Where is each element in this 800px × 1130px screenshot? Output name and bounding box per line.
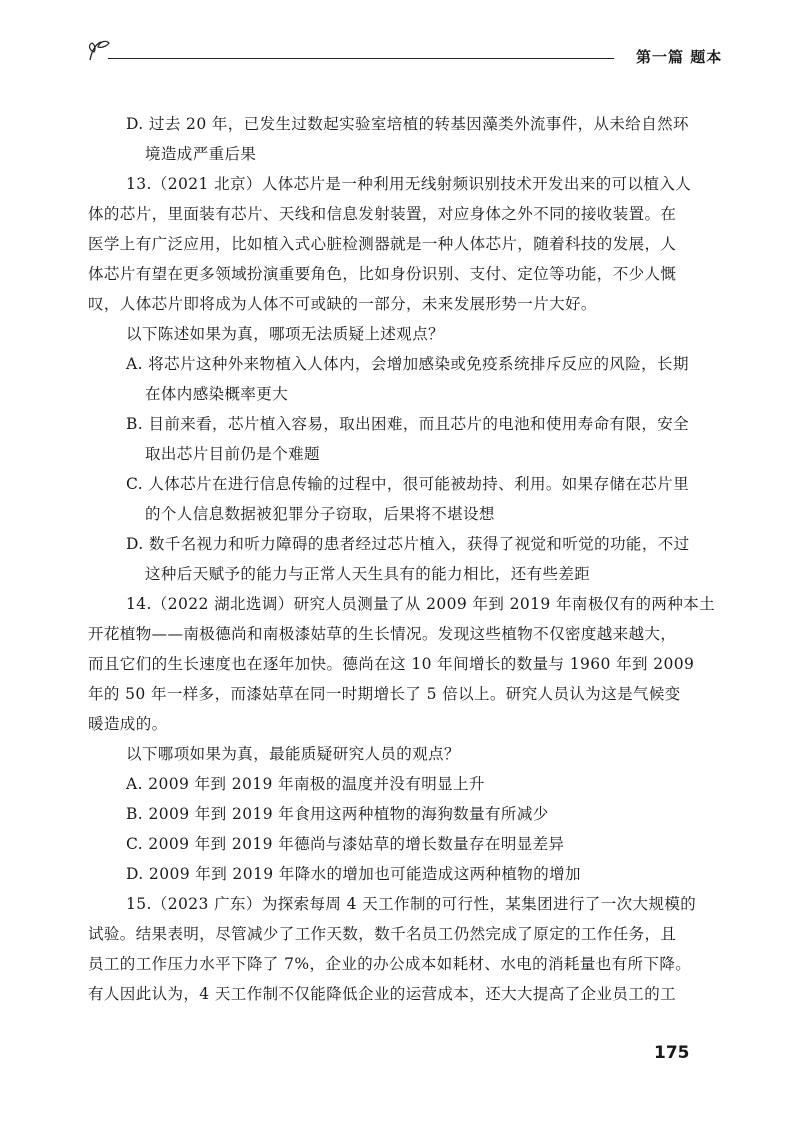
q13-option-d-line2: 这种后天赋予的能力与正常人天生具有的能力相比，还有些差距 xyxy=(145,565,591,583)
q13-stem-line: 体芯片有望在更多领域扮演重要角色，比如身份识别、支付、定位等功能，不少人慨 xyxy=(88,265,677,283)
q14-stem-line: 开花植物——南极德尚和南极漆姑草的生长情况。发现这些植物不仅密度越来越大， xyxy=(88,625,677,643)
q13-stem-line: 13.（2021 北京）人体芯片是一种利用无线射频识别技术开发出来的可以植入人 xyxy=(126,175,692,193)
q14-option-c: C. 2009 年到 2019 年德尚与漆姑草的增长数量存在明显差异 xyxy=(126,835,565,853)
q14-stem-line: 而且它们的生长速度也在逐年加快。德尚在这 10 年间增长的数量与 1960 年到 2009 xyxy=(88,655,695,673)
q14-stem-line: 年的 50 年一样多，而漆姑草在同一时期增长了 5 倍以上。研究人员认为这是气候变 xyxy=(88,685,681,703)
page-number: 175 xyxy=(654,1043,690,1063)
q12-option-d-line1: D. 过去 20 年，已发生过数起实验室培植的转基因藻类外流事件，从未给自然环 xyxy=(126,115,689,133)
q13-stem-line: 医学上有广泛应用，比如植入式心脏检测器就是一种人体芯片，随着科技的发展，人 xyxy=(88,235,677,253)
q14-option-a: A. 2009 年到 2019 年南极的温度并没有明显上升 xyxy=(126,775,485,793)
q15-stem-line: 员工的工作压力水平下降了 7%，企业的办公成本如耗材、水电的消耗量也有所下降。 xyxy=(88,955,692,973)
q13-option-a-line1: A. 将芯片这种外来物植入人体内，会增加感染或免疫系统排斥反应的风险，长期 xyxy=(126,355,689,373)
q15-stem-line: 15.（2023 广东）为探索每周 4 天工作制的可行性，某集团进行了一次大规模的 xyxy=(126,895,697,913)
running-header xyxy=(86,38,723,78)
q13-option-c-line1: C. 人体芯片在进行信息传输的过程中，很可能被劫持、利用。如果存储在芯片里 xyxy=(126,475,689,493)
q14-stem-line: 暖造成的。 xyxy=(88,715,168,733)
q13-option-d-line1: D. 数千名视力和听力障碍的患者经过芯片植入，获得了视觉和听觉的功能，不过 xyxy=(126,535,690,553)
q14-question: 以下哪项如果为真，最能质疑研究人员的观点？ xyxy=(126,745,460,763)
q13-option-b-line2: 取出芯片目前仍是个难题 xyxy=(145,445,320,463)
q13-stem-line: 体的芯片，里面装有芯片、天线和信息发射装置，对应身体之外不同的接收装置。在 xyxy=(88,205,677,223)
q14-option-d: D. 2009 年到 2019 年降水的增加也可能造成这两种植物的增加 xyxy=(126,865,581,883)
q13-stem-line: 叹，人体芯片即将成为人体不可或缺的一部分，未来发展形势一片大好。 xyxy=(88,295,597,313)
q13-question: 以下陈述如果为真，哪项无法质疑上述观点？ xyxy=(126,325,445,343)
header-rule xyxy=(108,58,614,59)
q14-option-b: B. 2009 年到 2019 年食用这两种植物的海狗数量有所减少 xyxy=(126,805,549,823)
q13-option-a-line2: 在体内感染概率更大 xyxy=(145,385,289,403)
q14-stem-line: 14.（2022 湖北选调）研究人员测量了从 2009 年到 2019 年南极仅有的两种本土 xyxy=(126,595,716,613)
q12-option-d-line2: 境造成严重后果 xyxy=(145,145,257,163)
q15-stem-line: 有人因此认为，4 天工作制不仅能降低企业的运营成本，还大大提高了企业员工的工 xyxy=(88,985,676,1003)
q13-option-b-line1: B. 目前来看，芯片植入容易，取出困难，而且芯片的电池和使用寿命有限，安全 xyxy=(126,415,690,433)
leaf-sprout-icon xyxy=(86,38,116,64)
q13-option-c-line2: 的个人信息数据被犯罪分子窃取，后果将不堪设想 xyxy=(145,505,495,523)
section-title: 第一篇 题本 xyxy=(636,48,723,66)
q15-stem-line: 试验。结果表明，尽管减少了工作天数，数千名员工仍然完成了原定的工作任务，且 xyxy=(88,925,677,943)
